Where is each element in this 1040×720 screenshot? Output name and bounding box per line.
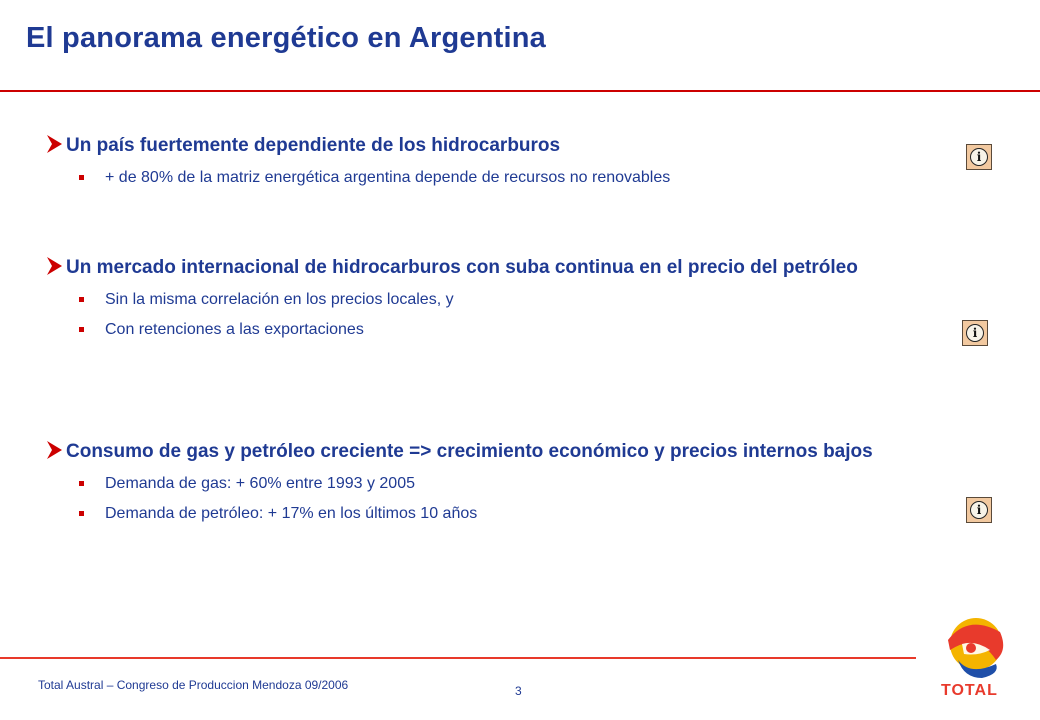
- section-heading: [44, 254, 944, 281]
- bullet-item: Con retenciones a las exportaciones: [79, 315, 944, 345]
- title-divider: [0, 90, 1040, 92]
- info-icon: i: [970, 148, 988, 166]
- arrow-bullet-icon: [44, 134, 66, 154]
- section-1: [44, 132, 944, 193]
- info-button[interactable]: [966, 144, 992, 170]
- square-bullet-icon: [79, 297, 84, 302]
- square-bullet-icon: [79, 175, 84, 180]
- bullet-list: [79, 469, 944, 529]
- info-button[interactable]: [962, 320, 988, 346]
- info-button[interactable]: [966, 497, 992, 523]
- section-heading: [44, 438, 944, 465]
- bullet-item: + de 80% de la matriz energética argentina depende de recursos no renovables: [79, 163, 944, 193]
- footer-divider: [0, 657, 916, 659]
- section-heading-text: Consumo de gas y petróleo creciente => crecimiento económico y precios internos bajos: [66, 441, 873, 462]
- bullet-list: [79, 285, 944, 345]
- logo-text: TOTAL: [941, 682, 998, 699]
- square-bullet-icon: [79, 481, 84, 486]
- page-number: 3: [515, 684, 522, 698]
- slide-title: El panorama energético en Argentina: [26, 22, 546, 54]
- footer-text: Total Austral – Congreso de Produccion Mendoza 09/2006: [38, 678, 349, 692]
- bullet-list: [79, 163, 944, 193]
- section-2: [44, 254, 944, 345]
- arrow-bullet-icon: [44, 440, 66, 460]
- section-heading-text: Un mercado internacional de hidrocarburos con suba continua en el precio del petróleo: [66, 257, 858, 278]
- bullet-item: Demanda de petróleo: + 17% en los últimos 10 años: [79, 499, 944, 529]
- square-bullet-icon: [79, 327, 84, 332]
- info-icon: i: [970, 501, 988, 519]
- arrow-bullet-icon: [44, 256, 66, 276]
- section-heading: [44, 132, 944, 159]
- bullet-item: Demanda de gas: + 60% entre 1993 y 2005: [79, 469, 944, 499]
- square-bullet-icon: [79, 511, 84, 516]
- bullet-item: Sin la misma correlación en los precios locales, y: [79, 285, 944, 315]
- section-3: [44, 438, 944, 529]
- section-heading-text: Un país fuertemente dependiente de los hidrocarburos: [66, 135, 561, 156]
- info-icon: i: [966, 324, 984, 342]
